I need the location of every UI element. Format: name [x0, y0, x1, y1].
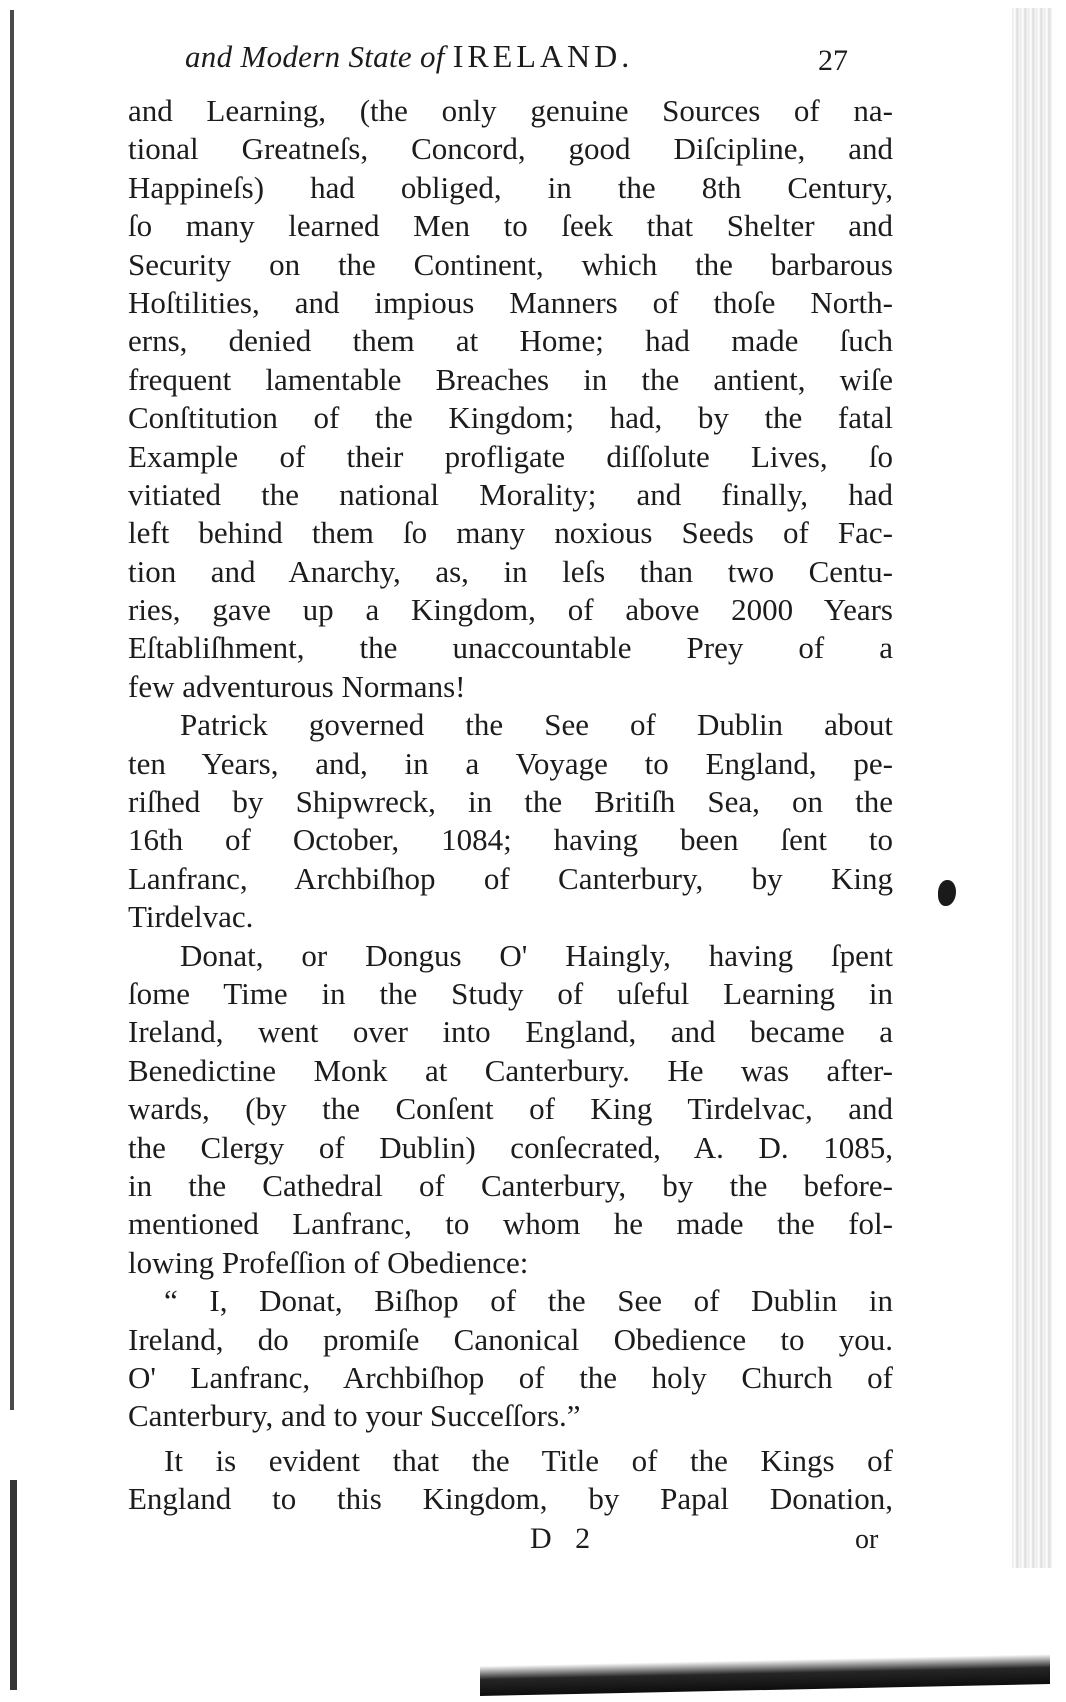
text-line: Security on the Continent, which the barbarous: [128, 246, 893, 282]
text-line: Ireland, went over into England, and became a: [128, 1014, 893, 1050]
quote-line: “ I, Donat, Biſhop of the See of Dublin in: [164, 1283, 893, 1319]
page-number: 27: [818, 44, 848, 77]
text-line: Tirdelvac.: [128, 899, 254, 935]
text-line: and Learning, (the only genuine Sources of na-: [128, 93, 893, 128]
text-line: England to this Kingdom, by Papal Donation,: [128, 1481, 893, 1517]
text-line: erns, denied them at Home; had made ſuch: [128, 323, 893, 359]
body-text: [128, 92, 893, 1518]
text-line: riſhed by Shipwreck, in the Britiſh Sea, on the: [128, 784, 893, 820]
text-line: lowing Profeſſion of Obedience:: [128, 1244, 529, 1280]
text-line: in the Cathedral of Canterbury, by the before-: [128, 1167, 893, 1203]
text-line: the Clergy of Dublin) conſecrated, A. D. 1085,: [128, 1129, 893, 1165]
text-line: vitiated the national Morality; and finally, had: [128, 476, 893, 512]
text-line: left behind them ſo many noxious Seeds of Fac-: [128, 515, 893, 551]
text-line: Eſtabliſhment, the unaccountable Prey of a: [128, 630, 893, 666]
text-line: mentioned Lanfranc, to whom he made the fol-: [128, 1206, 893, 1242]
text-line: Lanfranc, Archbiſhop of Canterbury, by King: [128, 860, 893, 896]
text-line: wards, (by the Conſent of King Tirdelvac, and: [128, 1091, 893, 1127]
running-title-italic: and Modern State of: [185, 39, 445, 74]
text-line: Conſtitution of the Kingdom; had, by the fatal: [128, 400, 893, 436]
running-title-caps: IRELAND.: [452, 38, 634, 74]
text-line: Benedictine Monk at Canterbury. He was after-: [128, 1052, 893, 1088]
text-line: tional Greatneſs, Concord, good Diſcipline, and: [128, 131, 893, 167]
scan-bottom-shadow: [480, 1654, 1050, 1696]
text-line: Happineſs) had obliged, in the 8th Century,: [128, 169, 893, 205]
text-line: ries, gave up a Kingdom, of above 2000 Years: [128, 592, 893, 628]
scan-right-edge: [1012, 8, 1052, 1568]
text-line: Donat, or Dongus O' Haingly, having ſpent: [180, 937, 893, 973]
ink-blot: [938, 880, 956, 906]
text-line: It is evident that the Title of the Kings of: [164, 1442, 893, 1478]
text-line: frequent lamentable Breaches in the antient, wiſe: [128, 361, 893, 397]
text-line: 16th of October, 1084; having been ſent to: [128, 822, 893, 858]
running-head: [185, 38, 633, 75]
text-line: Patrick governed the See of Dublin about: [180, 707, 893, 743]
text-line: few adventurous Normans!: [128, 668, 466, 704]
signature-mark: D 2: [530, 1522, 599, 1555]
text-line: ſome Time in the Study of uſeful Learning in: [128, 975, 893, 1011]
text-line: Example of their profligate diſſolute Lives, ſo: [128, 438, 893, 474]
quote-line: Ireland, do promiſe Canonical Obedience to you.: [128, 1321, 893, 1357]
text-line: Hoſtilities, and impious Manners of thoſe North-: [128, 284, 893, 320]
text-line: tion and Anarchy, as, in leſs than two Centu-: [128, 553, 893, 589]
text-line: ten Years, and, in a Voyage to England, pe-: [128, 745, 893, 781]
text-line: ſo many learned Men to ſeek that Shelter and: [128, 208, 893, 244]
quote-line: Canterbury, and to your Succeſſors.”: [128, 1398, 581, 1434]
scan-left-edge: [10, 10, 14, 1410]
quote-line: O' Lanfranc, Archbiſhop of the holy Church of: [128, 1359, 893, 1395]
catchword: or: [855, 1524, 879, 1555]
scan-left-edge-lower: [10, 1480, 17, 1690]
